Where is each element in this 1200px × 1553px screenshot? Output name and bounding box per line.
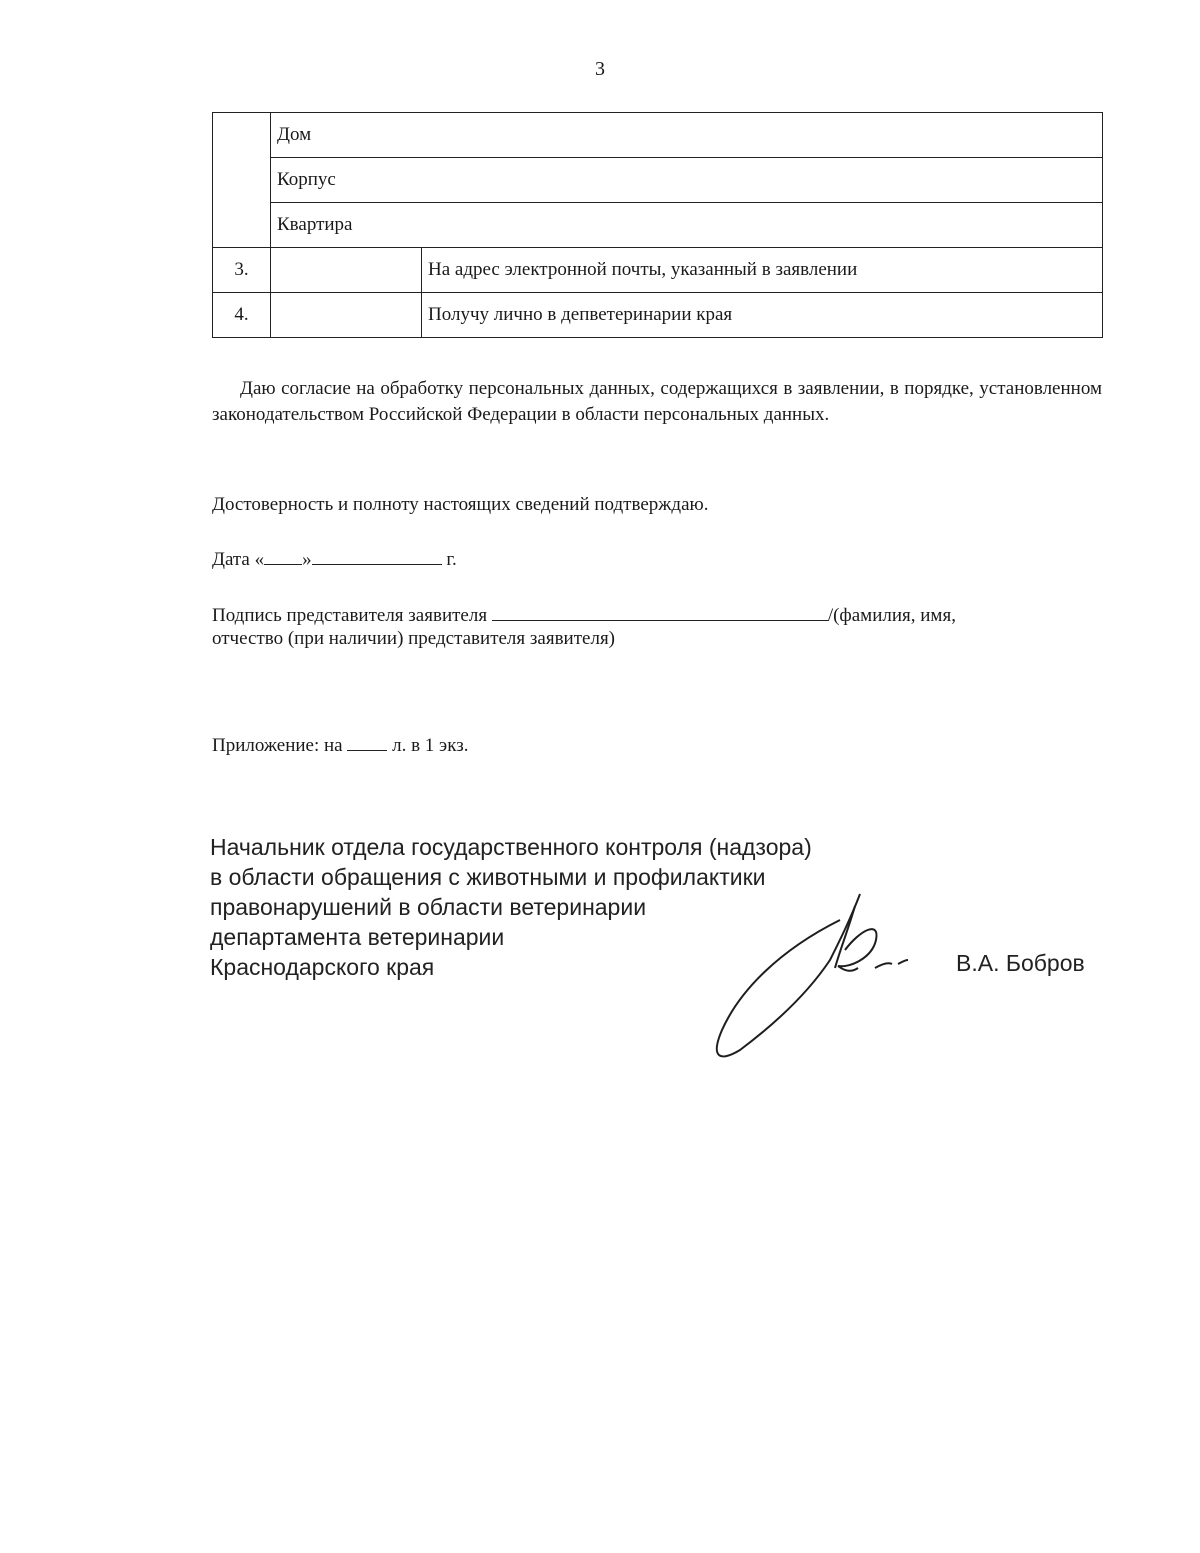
day-blank: [264, 546, 302, 565]
confirmation-line: Достоверность и полноту настоящих сведений подтверждаю.: [212, 494, 709, 515]
signature-line-continuation: отчество (при наличии) представителя заявителя): [212, 628, 616, 649]
checkbox-cell: [271, 248, 422, 293]
official-title-line: Начальник отдела государственного контроля (надзора): [210, 834, 812, 860]
official-title-line: департамента ветеринарии: [210, 924, 505, 950]
page-number: 3: [595, 58, 605, 80]
date-suffix: г.: [446, 549, 457, 570]
table-row: [213, 113, 1103, 158]
row-number: 4.: [213, 293, 271, 338]
table-row: [213, 158, 1103, 203]
date-prefix: Дата «: [212, 549, 265, 570]
date-mid: »: [302, 549, 312, 570]
representative-signature-line: [212, 602, 956, 627]
signature-suffix: /(фамилия, имя,: [827, 605, 956, 626]
table-row: [213, 203, 1103, 248]
address-field-apartment: Квартира: [271, 203, 1103, 248]
official-title-line: в области обращения с животными и профилактики: [210, 864, 766, 890]
delivery-method-table: [212, 112, 1103, 338]
option-in-person: Получу лично в депветеринарии края: [422, 293, 1103, 338]
official-title-line: Краснодарского края: [210, 954, 435, 980]
table-cell-empty: [213, 113, 271, 248]
checkbox-cell: [271, 293, 422, 338]
table-row: [213, 248, 1103, 293]
appendix-prefix: Приложение: на: [212, 735, 343, 756]
consent-paragraph: Даю согласие на обработку персональных данных, содержащихся в заявлении, в порядке, установленном законодательством Российской Федерации в области персональных данных.: [212, 378, 1102, 425]
handwritten-signature: [700, 880, 930, 1070]
sheet-count-blank: [347, 732, 387, 751]
appendix-suffix: л. в 1 экз.: [392, 735, 469, 756]
month-year-blank: [312, 546, 442, 565]
row-number: 3.: [213, 248, 271, 293]
table-row: [213, 293, 1103, 338]
option-email: На адрес электронной почты, указанный в заявлении: [422, 248, 1103, 293]
date-line: [212, 546, 457, 571]
official-title-line: правонарушений в области ветеринарии: [210, 894, 647, 920]
signature-blank: [492, 602, 828, 621]
address-field-house: Дом: [271, 113, 1103, 158]
signatory-name: В.А. Бобров: [956, 950, 1085, 976]
appendix-line: [212, 732, 468, 757]
address-field-building: Корпус: [271, 158, 1103, 203]
signature-label: Подпись представителя заявителя: [212, 605, 488, 626]
